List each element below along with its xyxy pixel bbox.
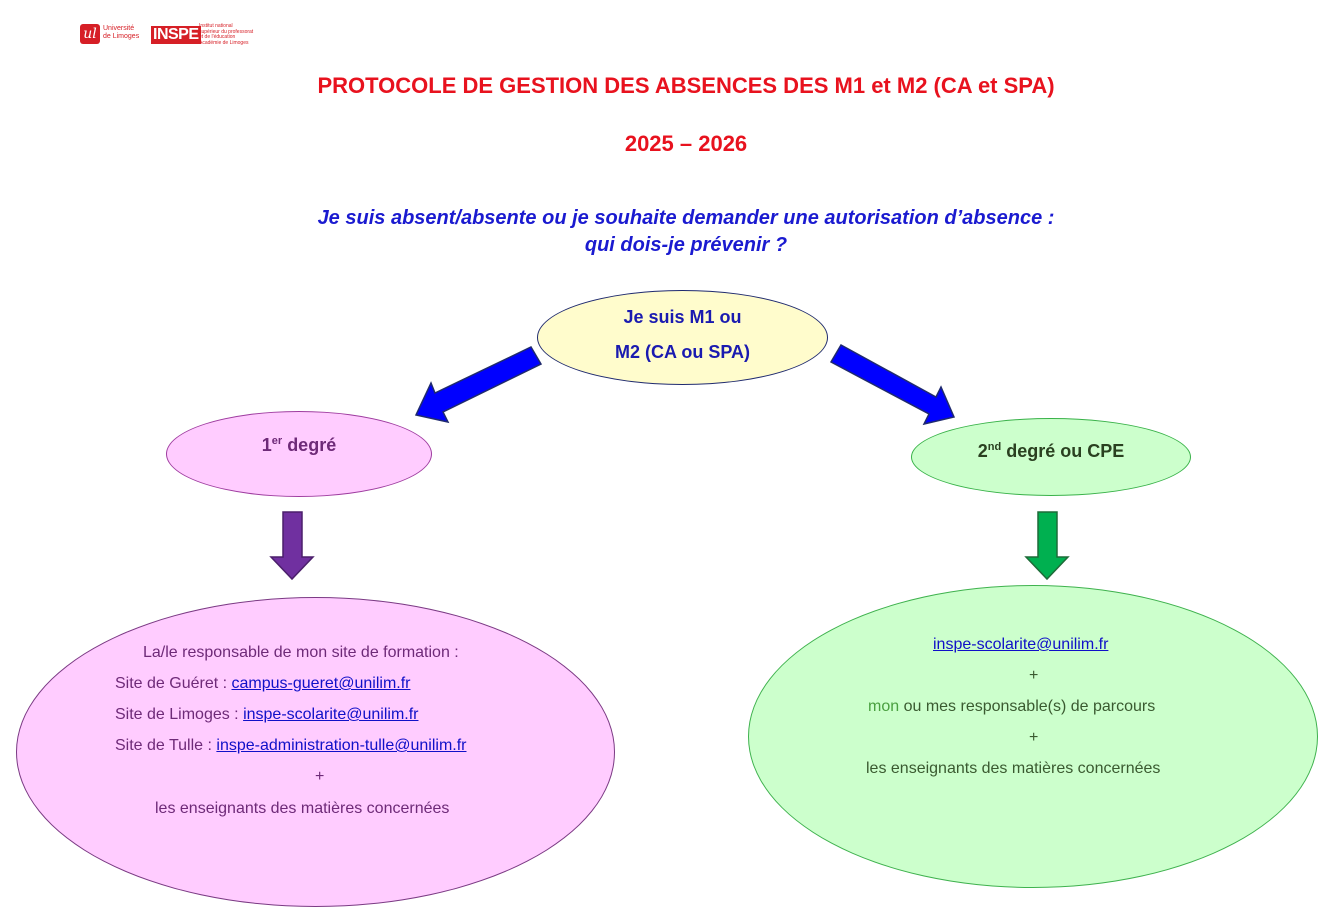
- email-link-scolarite[interactable]: inspe-scolarite@unilim.fr: [933, 636, 1109, 653]
- site-limoges: Site de Limoges : inspe-scolarite@unilim.fr: [115, 706, 419, 723]
- branch-2-label: 2nd degré ou CPE: [977, 441, 1125, 461]
- branch-2-node: [911, 418, 1191, 496]
- email-link-gueret[interactable]: campus-gueret@unilim.fr: [231, 675, 411, 692]
- site-gueret: Site de Guéret : campus-gueret@unilim.fr: [115, 675, 411, 692]
- root-node: [537, 290, 828, 385]
- arrow-down-green: [1026, 512, 1068, 579]
- branch-1-label: 1er degré: [261, 435, 337, 455]
- branch-2-plus-2: +: [1029, 729, 1039, 746]
- branch-1-node: [166, 411, 432, 497]
- branch-2-teachers: les enseignants des matières concernées: [866, 760, 1161, 777]
- arrow-down-purple: [271, 512, 313, 579]
- email-link-tulle[interactable]: inspe-administration-tulle@unilim.fr: [216, 737, 467, 754]
- branch-2-email-row: [933, 636, 1108, 654]
- academic-year: 2025 – 2026: [624, 131, 748, 156]
- inspe-logo-mark: INSPE: [153, 26, 199, 43]
- question-line-2: qui dois-je prévenir ?: [584, 234, 788, 256]
- branch-1-plus: +: [315, 768, 325, 785]
- root-line-2: M2 (CA ou SPA): [615, 342, 750, 362]
- branch-1-teachers: les enseignants des matières concernées: [155, 800, 450, 817]
- question-line-1: Je suis absent/absente ou je souhaite demander une autorisation d’absence :: [317, 207, 1055, 229]
- branch-1-heading: La/le responsable de mon site de formation :: [143, 644, 459, 661]
- inspe-logo-text: Institut national supérieur du professorat et de l'éducation Académie de Limoges: [199, 23, 254, 46]
- arrow-right-blue: [831, 345, 954, 424]
- branch-2-plus-1: +: [1029, 667, 1039, 684]
- universite-logo-mark: ul: [80, 24, 100, 44]
- page-title: PROTOCOLE DE GESTION DES ABSENCES DES M1 et M2 (CA et SPA): [317, 73, 1055, 98]
- site-tulle: Site de Tulle : inspe-administration-tulle@unilim.fr: [115, 737, 467, 754]
- arrow-left-blue: [416, 347, 541, 422]
- branch-2-responsables: mon ou mes responsable(s) de parcours: [868, 698, 1156, 715]
- universite-logo-text: Université de Limoges: [103, 25, 140, 40]
- email-link-limoges[interactable]: inspe-scolarite@unilim.fr: [243, 706, 419, 723]
- root-line-1: Je suis M1 ou: [623, 307, 742, 327]
